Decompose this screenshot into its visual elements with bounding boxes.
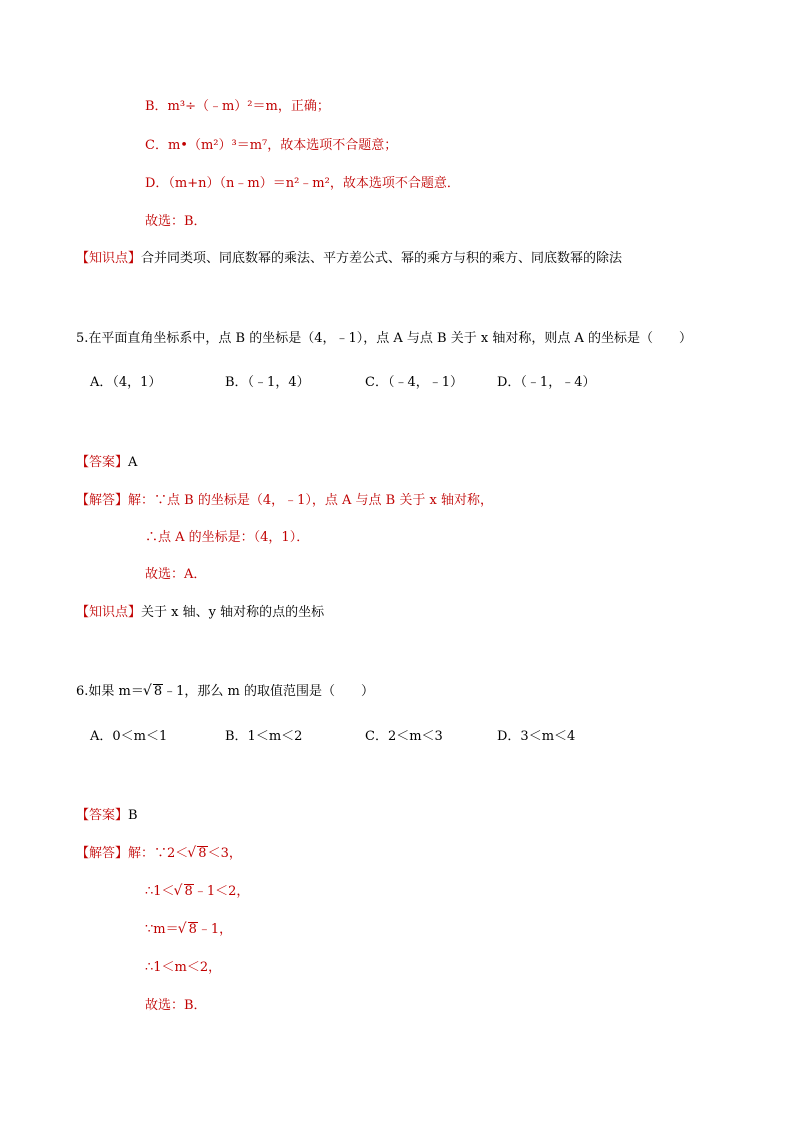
q5-solution-line-3: 故选：A．	[145, 567, 207, 582]
knowledge-point-label: 【知识点】	[76, 605, 142, 620]
solution-text-post: ﹣1＜2，	[193, 884, 250, 899]
prev-option-b-line: B．m³÷（﹣m）²＝m，正确；	[145, 99, 330, 114]
prev-option-d-line: D．（m+n）（n﹣m）＝n²﹣m²，故本选项不合题意．	[145, 176, 460, 191]
sqrt-symbol	[179, 921, 198, 939]
prev-choose-line: 故选：B．	[145, 214, 207, 229]
prev-knowledge-point	[76, 250, 622, 268]
q6-option-d: D．3＜m＜4	[497, 729, 576, 744]
knowledge-point-text: 关于 x 轴、y 轴对称的点的坐标	[141, 605, 325, 620]
q6-solution-line-1	[76, 845, 242, 863]
radicand: 8	[184, 884, 193, 899]
q6-solution-line-3	[145, 921, 232, 939]
sqrt-symbol	[175, 883, 194, 901]
solution-text-post: ＜3，	[207, 846, 242, 861]
solution-label: 【解答】	[76, 493, 129, 508]
q6-stem-post: ﹣1，那么 m 的取值范围是（ ）	[163, 684, 375, 699]
solution-text: 解：∵点 B 的坐标是（4，﹣1），点 A 与点 B 关于 x 轴对称，	[128, 493, 493, 508]
answer-value: B	[128, 808, 138, 823]
q6-answer	[76, 807, 138, 825]
radicand: 8	[188, 922, 197, 937]
q5-option-d: D．（﹣1，﹣4）	[497, 375, 596, 390]
q5-answer	[76, 454, 137, 472]
q5-option-b: B．（﹣1，4）	[225, 375, 310, 390]
radicand: 8	[153, 684, 163, 699]
question-6-stem	[76, 683, 374, 701]
q5-option-a: A．（4，1）	[90, 375, 162, 390]
solution-label: 【解答】	[76, 846, 129, 861]
solution-text-pre: 解：∵2＜	[128, 846, 189, 861]
question-5-stem: 5.在平面直角坐标系中，点 B 的坐标是（4，﹣1），点 A 与点 B 关于 x 轴对称，则点 A 的坐标是（ ）	[76, 331, 692, 346]
knowledge-point-text: 合并同类项、同底数幂的乘法、平方差公式、幂的乘方与积的乘方、同底数幂的除法	[141, 251, 623, 266]
radicand: 8	[198, 846, 207, 861]
q6-solution-line-4: ∴1＜m＜2，	[145, 960, 222, 975]
q6-option-b: B．1＜m＜2	[225, 729, 303, 744]
q6-option-a: A．0＜m＜1	[90, 729, 168, 744]
q6-stem-pre: 6.如果 m＝	[76, 684, 144, 699]
answer-label: 【答案】	[76, 808, 129, 823]
q5-solution-line-2: ∴点 A 的坐标是：（4，1）．	[145, 530, 310, 545]
sqrt-symbol	[188, 845, 207, 863]
solution-text-pre: ∴1＜	[145, 884, 175, 899]
sqrt-symbol	[144, 683, 163, 701]
q5-knowledge-point	[76, 604, 324, 622]
knowledge-point-label: 【知识点】	[76, 251, 142, 266]
q5-option-c: C．（﹣4，﹣1）	[365, 375, 463, 390]
answer-label: 【答案】	[76, 455, 129, 470]
q6-option-c: C．2＜m＜3	[365, 729, 443, 744]
solution-text-pre: ∵m＝	[145, 922, 179, 937]
q5-solution-line-1	[76, 492, 493, 510]
q6-solution-line-5: 故选：B．	[145, 998, 207, 1013]
q6-solution-line-2	[145, 883, 249, 901]
answer-value: A	[128, 455, 138, 470]
prev-option-c-line: C．m•（m²）³＝m⁷，故本选项不合题意；	[145, 138, 398, 153]
solution-text-post: ﹣1，	[197, 922, 233, 937]
